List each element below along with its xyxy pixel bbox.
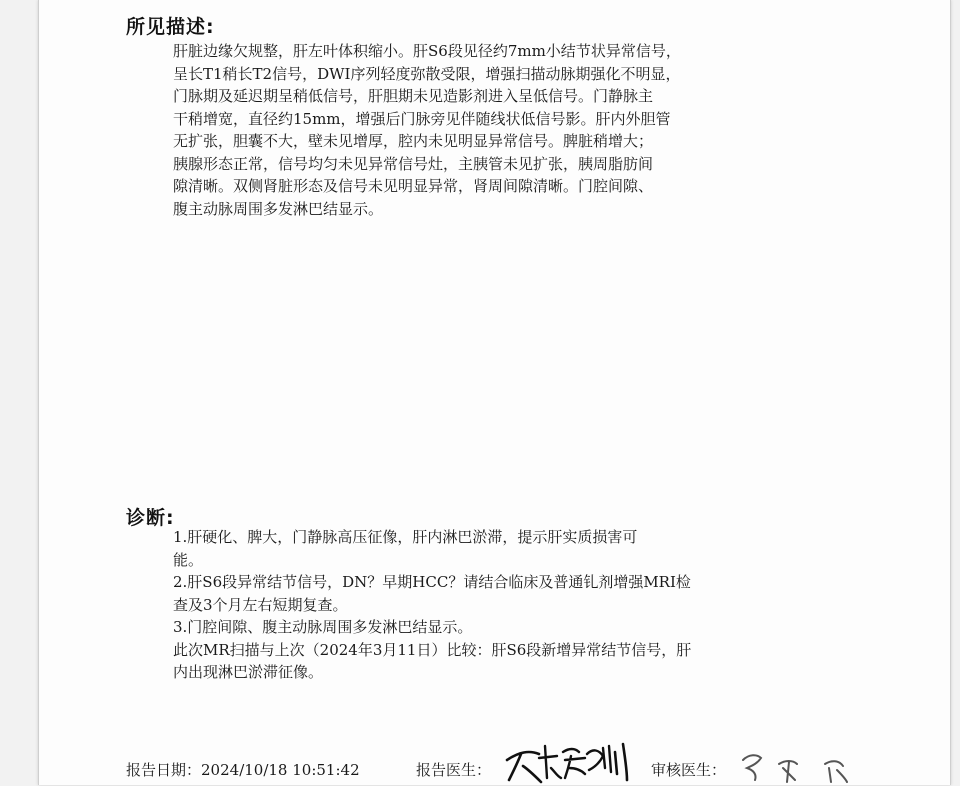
diagnosis-line: 查及3个月左右短期复查。 [173,595,348,614]
diagnosis-line: 1.肝硬化、脾大，门静脉高压征像，肝内淋巴淤滞，提示肝实质损害可 [173,528,638,546]
findings-line: 干稍增宽，直径约15mm，增强后门脉旁见伴随线状低信号影。肝内外胆管 [173,109,671,128]
diagnosis-text [173,526,773,684]
diagnosis-line: 3.门腔间隙、腹主动脉周围多发淋巴结显示。 [173,618,473,636]
report-date [126,759,360,780]
findings-heading: 所见描述: [126,16,215,38]
reporting-doctor-label: 报告医生： [416,761,492,779]
diagnosis-line: 内出现淋巴淤滞征像。 [173,663,324,681]
findings-line: 呈长T1稍长T2信号，DWI序列轻度弥散受限，增强扫描动脉期强化不明显， [173,64,681,83]
reviewing-doctor-signature [739,750,859,785]
findings-line: 无扩张，胆囊不大，壁未见增厚，腔内未见明显异常信号。脾脏稍增大； [173,132,654,150]
report-date-label: 报告日期： [126,761,202,779]
findings-text [173,40,773,220]
report-page [38,0,951,785]
diagnosis-heading: 诊断: [126,507,175,529]
findings-line: 腹主动脉周围多发淋巴结显示。 [173,199,384,218]
findings-line: 胰腺形态正常，信号均匀未见异常信号灶，主胰管未见扩张，胰周脂肪间 [173,154,654,173]
diagnosis-line: 2.肝S6段异常结节信号，DN？早期HCC？请结合临床及普通钆剂增强MRI检 [173,573,691,591]
diagnosis-line: 此次MR扫描与上次（2024年3月11日）比较：肝S6段新增异常结节信号，肝 [173,640,692,659]
diagnosis-line: 能。 [173,550,204,569]
report-date-value: 2024/10/18 10:51:42 [201,761,360,779]
findings-line: 肝脏边缘欠规整，肝左叶体积缩小。肝S6段见径约7mm小结节状异常信号， [173,42,681,60]
findings-line: 门脉期及延迟期呈稍低信号，肝胆期未见造影剂进入呈低信号。门静脉主 [173,87,654,105]
findings-line: 隙清晰。双侧肾脏形态及信号未见明显异常，肾周间隙清晰。门腔间隙、 [173,177,654,195]
reporting-doctor-signature [499,738,659,786]
reviewing-doctor-label: 审核医生： [651,761,727,779]
